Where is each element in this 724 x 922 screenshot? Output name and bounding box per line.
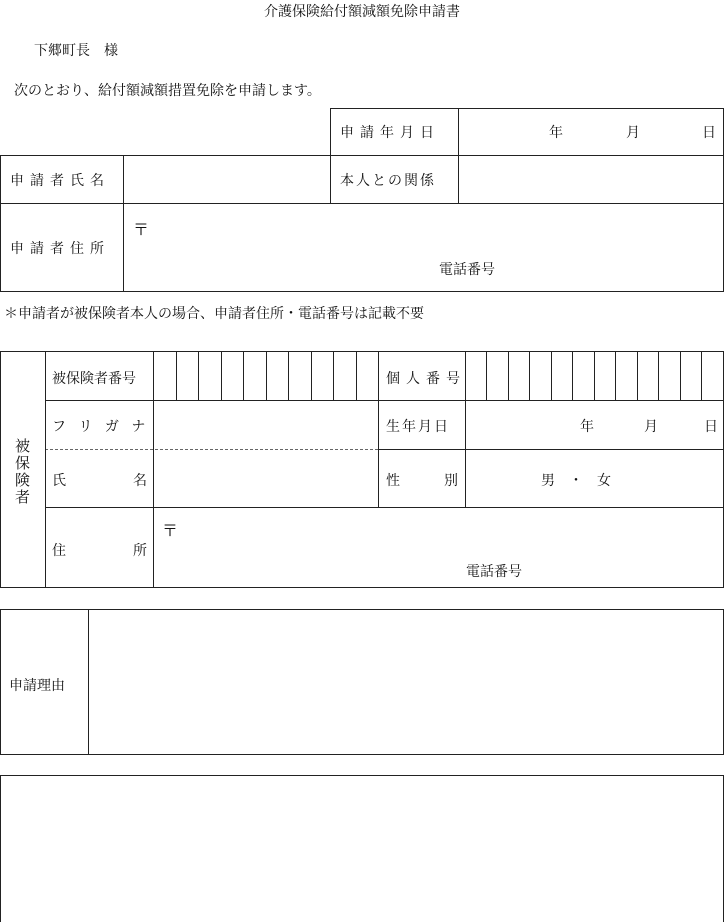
addressee: 下郷町長 様 bbox=[34, 43, 118, 59]
furigana-field[interactable] bbox=[154, 401, 378, 449]
sex-label-2: 別 bbox=[444, 473, 458, 489]
relation-label: 本人との関係 bbox=[340, 173, 436, 189]
insured-number-field[interactable] bbox=[154, 352, 378, 400]
birth-month-unit: 月 bbox=[644, 419, 658, 435]
insured-postal-mark: 〒 bbox=[162, 521, 179, 540]
table-border bbox=[378, 351, 379, 508]
intro-text: 次のとおり、給付額減額措置免除を申請します。 bbox=[14, 83, 321, 99]
sex-options[interactable]: 男 ・ 女 bbox=[541, 473, 611, 489]
reason-field[interactable] bbox=[89, 610, 723, 754]
form-title: 介護保険給付額減額免除申請書 bbox=[264, 4, 460, 20]
applicant-name-field[interactable] bbox=[124, 156, 330, 203]
table-border bbox=[0, 155, 1, 292]
office-use-field[interactable] bbox=[1, 776, 723, 922]
birth-date-field[interactable] bbox=[466, 401, 723, 449]
application-date-field[interactable] bbox=[459, 109, 723, 155]
table-border bbox=[0, 291, 724, 292]
table-border bbox=[45, 351, 46, 588]
personal-number-label: 個人番号 bbox=[386, 371, 466, 387]
applicant-name-label: 申請者氏名 bbox=[10, 173, 110, 189]
date-month-unit: 月 bbox=[626, 125, 640, 141]
insured-address-field[interactable] bbox=[154, 508, 723, 587]
relation-field[interactable] bbox=[459, 156, 723, 203]
insured-name-label-1: 氏 bbox=[52, 473, 66, 489]
insured-number-label: 被保険者番号 bbox=[52, 371, 136, 387]
postal-mark: 〒 bbox=[133, 220, 150, 239]
birth-date-label: 生年月日 bbox=[386, 419, 450, 435]
date-year-unit: 年 bbox=[549, 125, 563, 141]
insured-name-label-2: 名 bbox=[133, 473, 147, 489]
birth-year-unit: 年 bbox=[580, 419, 594, 435]
table-border bbox=[330, 108, 331, 204]
birth-day-unit: 日 bbox=[704, 419, 718, 435]
insured-address-label-1: 住 bbox=[52, 543, 66, 559]
table-border bbox=[0, 754, 724, 755]
personal-number-field[interactable] bbox=[466, 352, 723, 400]
furigana-label: フ リ ガ ナ bbox=[52, 419, 150, 435]
insured-side-label: 被保険者 bbox=[13, 438, 31, 506]
applicant-phone-label: 電話番号 bbox=[439, 262, 495, 278]
date-day-unit: 日 bbox=[702, 125, 716, 141]
applicant-address-label: 申請者住所 bbox=[10, 241, 110, 257]
note-text: ＊申請者が被保険者本人の場合、申請者住所・電話番号は記載不要 bbox=[4, 306, 424, 322]
table-border bbox=[0, 587, 724, 588]
application-date-label: 申請年月日 bbox=[340, 125, 440, 141]
table-border bbox=[0, 351, 1, 588]
insured-name-field[interactable] bbox=[154, 450, 378, 507]
reason-label: 申請理由 bbox=[9, 678, 65, 694]
applicant-address-field[interactable] bbox=[124, 204, 723, 291]
table-border bbox=[378, 449, 724, 450]
insured-address-label-2: 所 bbox=[133, 543, 147, 559]
sex-label-1: 性 bbox=[386, 473, 400, 489]
insured-phone-label: 電話番号 bbox=[466, 564, 522, 580]
table-border bbox=[0, 609, 1, 755]
